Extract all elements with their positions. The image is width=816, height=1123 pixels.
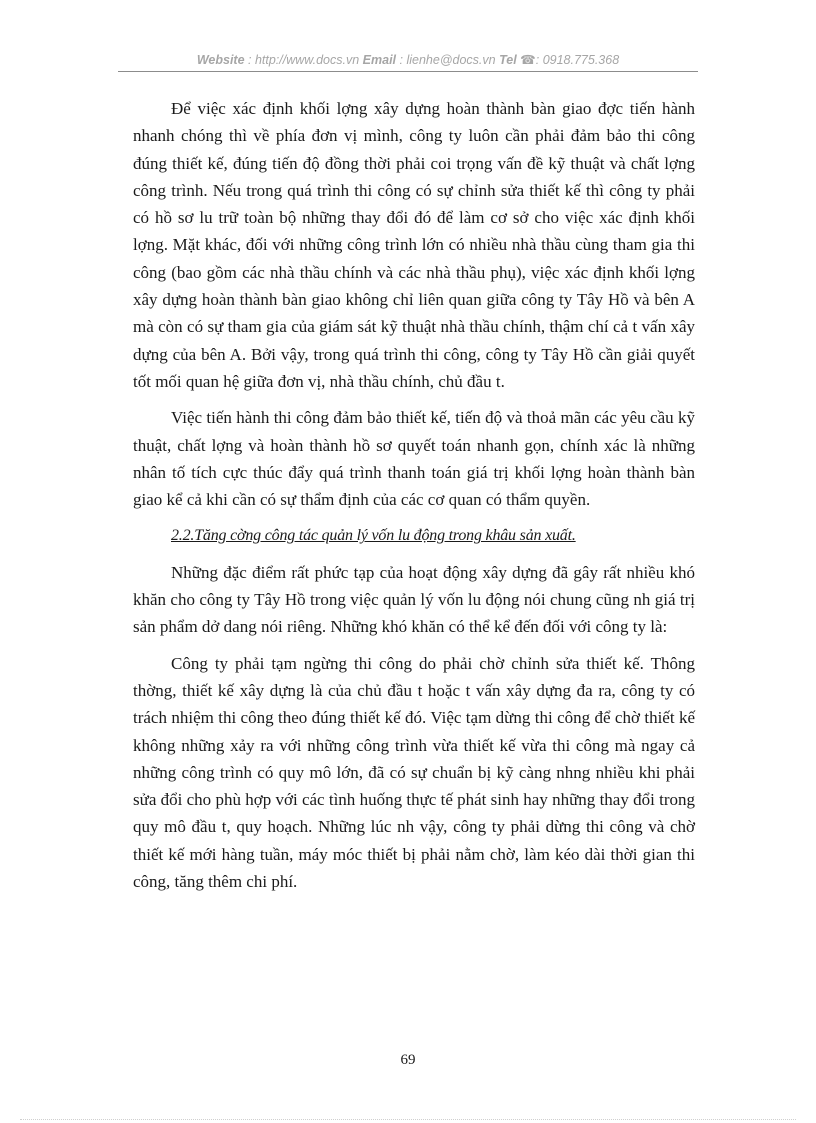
email-label: Email [362, 53, 397, 67]
page-number: 69 [400, 1052, 416, 1068]
phone-icon: ☎ [520, 53, 536, 67]
footer-divider [20, 1119, 796, 1120]
header-divider [118, 71, 698, 72]
tel-value: : 0918.775.368 [535, 53, 620, 67]
page-header [118, 48, 698, 72]
email-value: : lienhe@docs.vn [399, 53, 496, 67]
tel-label: Tel [499, 53, 517, 67]
section-heading: 2.2.Tăng cờng công tác quản lý vốn lu động trong khâu sản xuất. [171, 527, 576, 545]
paragraph-2: Việc tiến hành thi công đảm bảo thiết kế, tiến độ và thoả mãn các yêu cầu kỹ thuật, chất lợng và hoàn thành hồ sơ quyết toán nhanh gọn, chính xác là những nhân tố tích cực thúc đẩy quá trình thanh toán giá trị khối lợng hoàn thành bàn giao kể cả khi cần có sự thẩm định của các cơ quan có thẩm quyền. [133, 408, 695, 510]
paragraph-4: Công ty phải tạm ngừng thi công do phải chờ chỉnh sửa thiết kế. Thông thờng, thiết kế xây dựng là của chủ đầu t hoặc t vấn xây dựng đa ra, công ty có trách nhiệm thi công theo đúng thiết kế đó. Việc tạm dừng thi công để chờ thiết kế không những xảy ra với những công trình vừa thiết kế vừa thi công mà ngay cả những công trình có quy mô lớn, đã có sự chuẩn bị kỹ càng nhng nhiều khi phải sửa đổi cho phù hợp với các tình huống thực tế phát sinh hay những thay đổi trong quy mô đầu t, quy hoạch. Những lúc nh vậy, công ty phải dừng thi công và chờ thiết kế mới hàng tuần, máy móc thiết bị phải nằm chờ, làm kéo dài thời gian thi công, tăng thêm chi phí. [133, 653, 695, 892]
document-body [133, 95, 695, 904]
paragraph-3: Những đặc điểm rất phức tạp của hoạt động xây dựng đã gây rất nhiều khó khăn cho công ty Tây Hồ trong việc quản lý vốn lu động nói chung cũng nh giá trị sản phẩm dở dang nói riêng. Những khó khăn có thể kể đến đối với công ty là: [133, 562, 695, 637]
website-label: Website [196, 53, 245, 67]
paragraph-1: Để việc xác định khối lợng xây dựng hoàn thành bàn giao đợc tiến hành nhanh chóng thì về phía đơn vị mình, công ty luôn cần phải đảm bảo thi công đúng thiết kế, đúng tiến độ đồng thời phải coi trọng vấn đề kỹ thuật và chất lợng công trình. Nếu trong quá trình thi công có sự chỉnh sửa thiết kế thì công ty phải có hồ sơ lu trữ toàn bộ những thay đổi đó để làm cơ sở cho việc xác định khối lợng. Mặt khác, đối với những công trình lớn có nhiều nhà thầu cùng tham gia thi công (bao gồm các nhà thầu chính và các nhà thầu phụ), việc xác định khối lợng xây dựng hoàn thành bàn giao không chỉ liên quan giữa công ty Tây Hồ và bên A mà còn có sự tham gia của giám sát kỹ thuật nhà thầu chính, thậm chí cả t vấn xây dựng của bên A. Bởi vậy, trong quá trình thi công, công ty Tây Hồ cần giải quyết tốt mối quan hệ giữa đơn vị, nhà thầu chính, chủ đầu t. [133, 99, 695, 391]
website-value: : http://www.docs.vn [248, 53, 360, 67]
